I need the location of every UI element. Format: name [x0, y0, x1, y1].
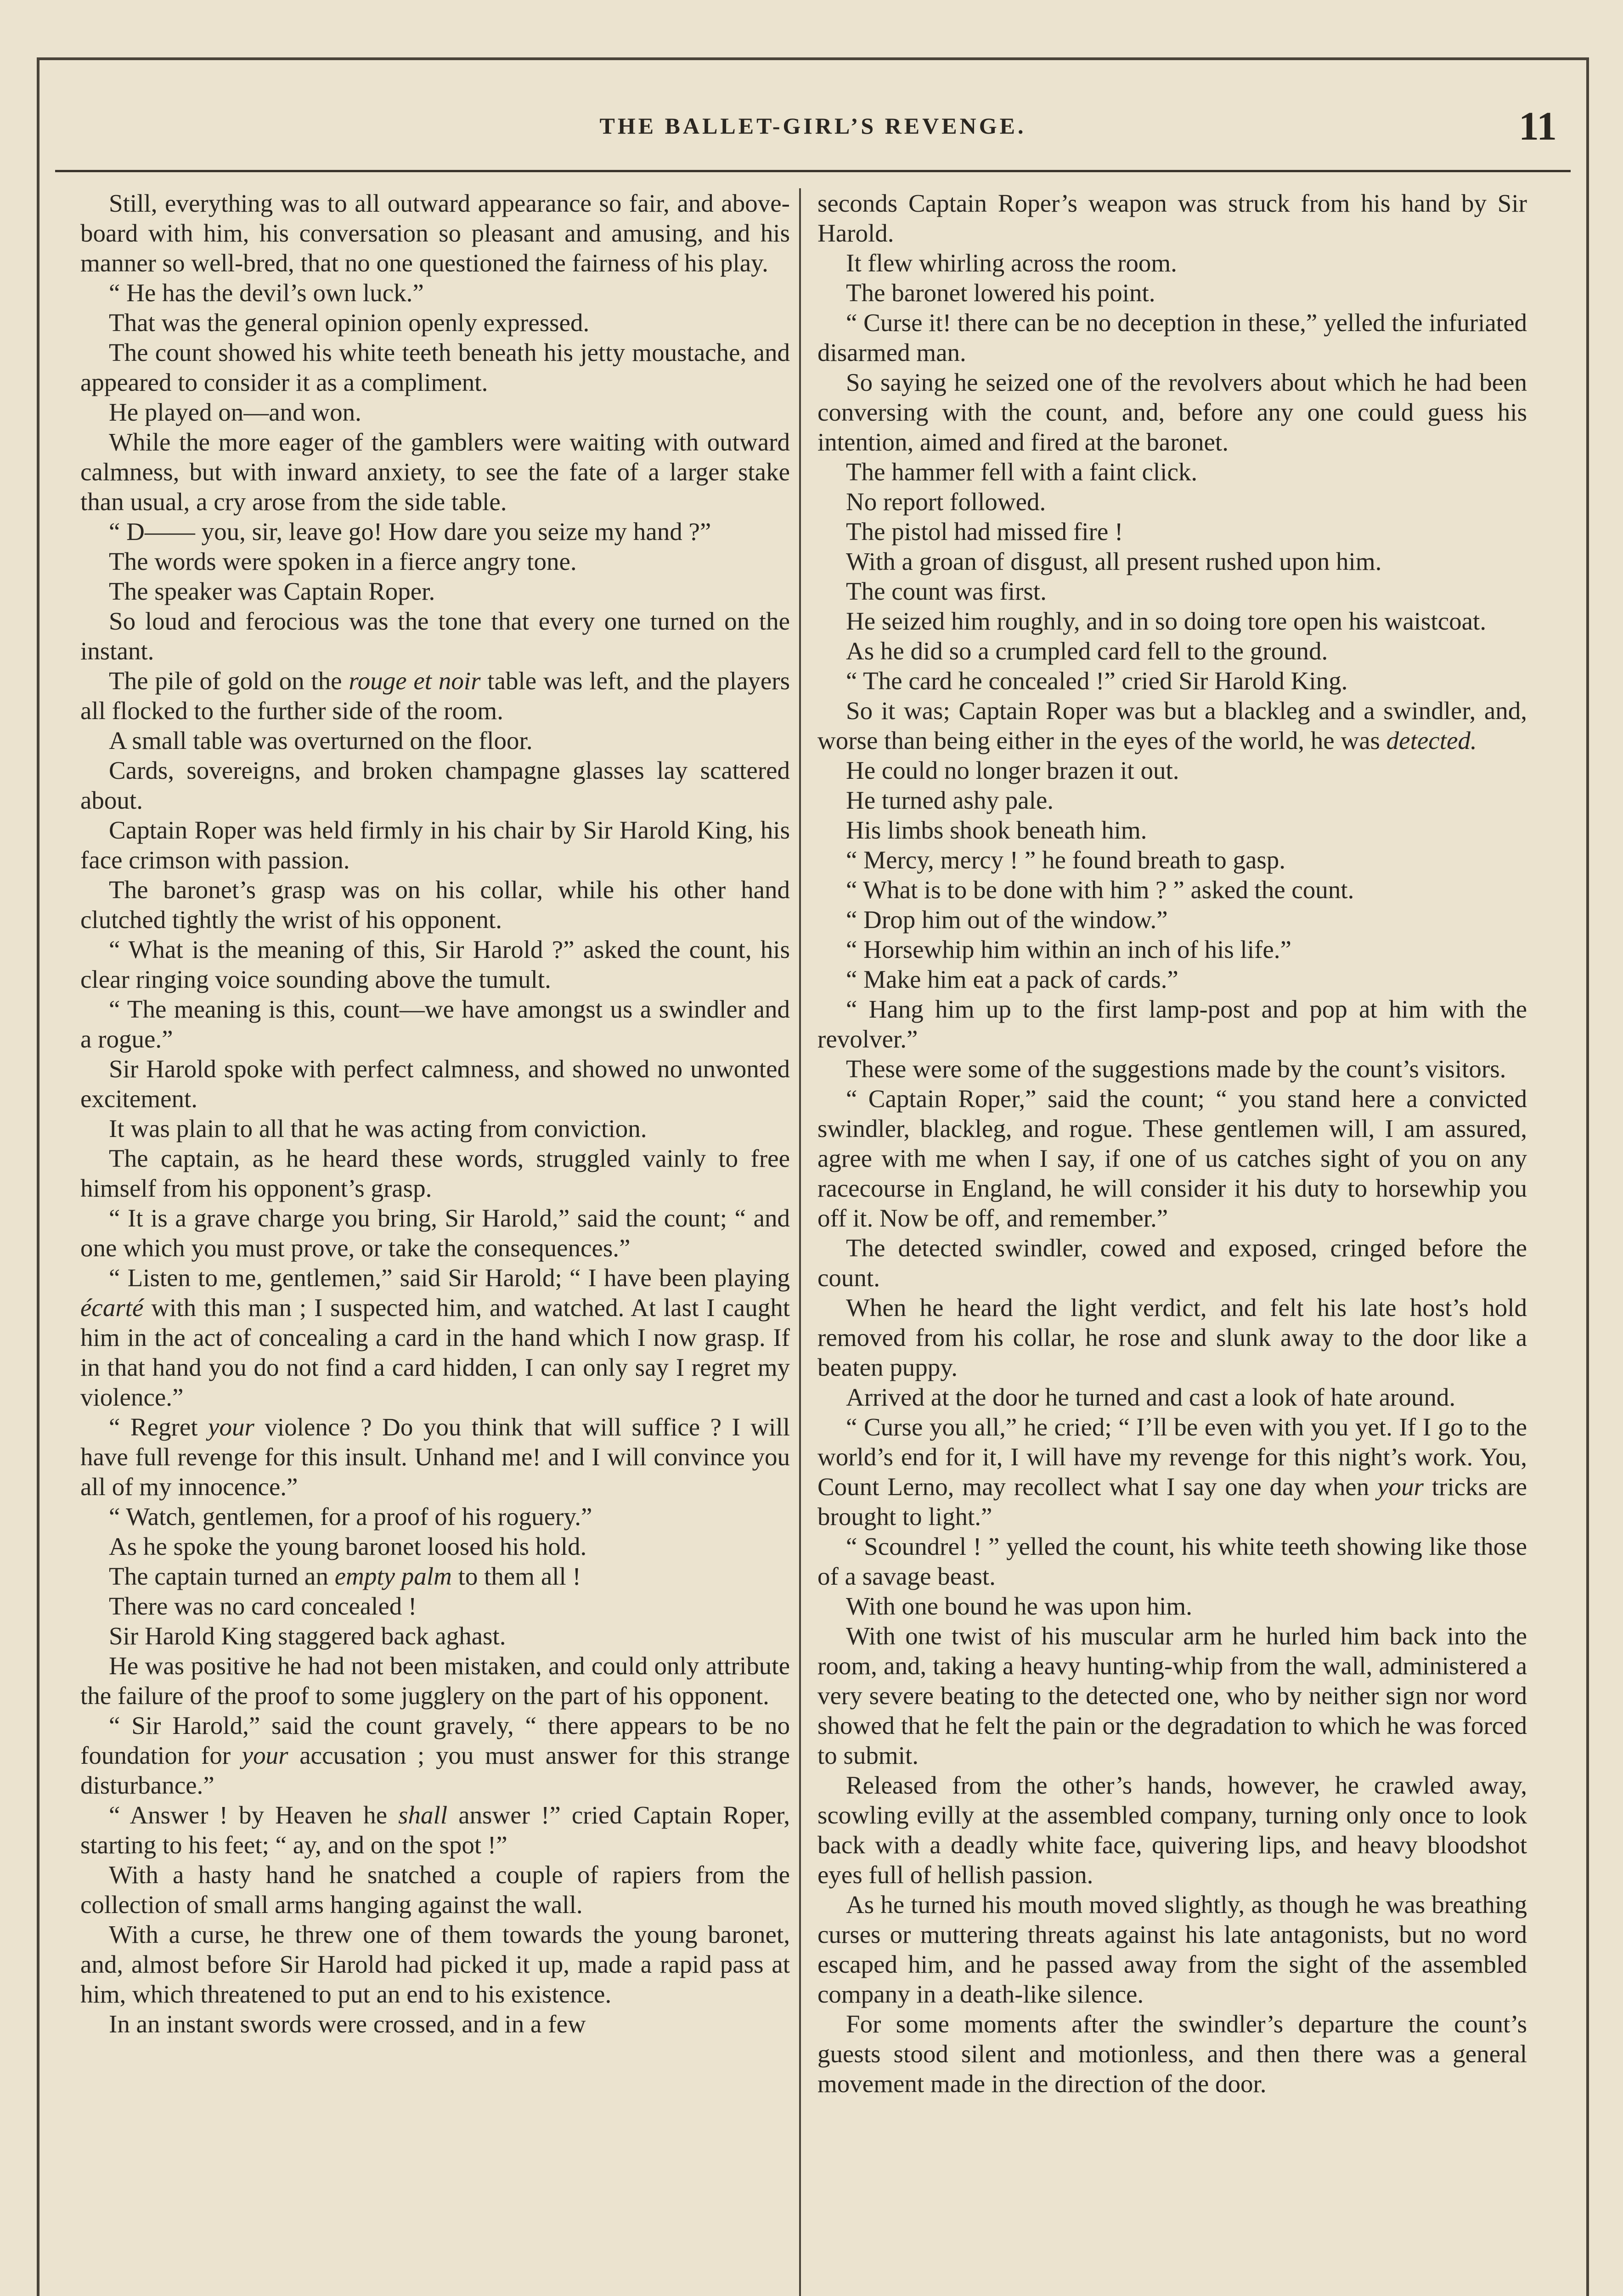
paragraph: The pile of gold on the rouge et noir table was left, and the players all flocked to the further side of the room. [80, 667, 790, 725]
paragraph: The detected swindler, cowed and exposed, cringed before the count. [817, 1234, 1527, 1292]
running-title: THE BALLET-GIRL’S REVENGE. [599, 113, 1026, 139]
paragraph: Still, everything was to all outward appearance so fair, and above-board with him, his conversation so pleasant and amusing, and his manner so well-bred, that no one questioned the fairness of his play. [80, 189, 790, 277]
paragraph: As he spoke the young baronet loosed his hold. [109, 1532, 587, 1560]
paragraph: With a hasty hand he snatched a couple of rapiers from the collection of small arms hanging against the wall. [80, 1861, 790, 1919]
paragraph: “ Watch, gentlemen, for a proof of his roguery.” [109, 1503, 592, 1531]
paragraph: It flew whirling across the room. [846, 249, 1177, 277]
paragraph: So loud and ferocious was the tone that every one turned on the instant. [80, 607, 790, 665]
paragraph: Cards, sovereigns, and broken champagne glasses lay scattered about. [80, 756, 790, 814]
page-header [55, 99, 1571, 168]
paragraph: He was positive he had not been mistaken, and could only attribute the failure of the proof to some jugglery on the part of his opponent. [80, 1652, 790, 1710]
paragraph: There was no card concealed ! [109, 1592, 417, 1620]
paragraph: “ Sir Harold,” said the count gravely, “ there appears to be no foundation for your accusation ; you must answer for this strange disturbance.” [80, 1711, 790, 1799]
paragraph: “ It is a grave charge you bring, Sir Harold,” said the count; “ and one which you must prove, or take the consequences.” [80, 1204, 790, 1262]
paragraph: He seized him roughly, and in so doing tore open his waistcoat. [846, 607, 1487, 635]
paragraph: Released from the other’s hands, however, he crawled away, scowling evilly at the assembled company, turning only once to look back with a deadly white face, quivering lips, and heavy bloodshot eyes full of hellish passion. [817, 1771, 1527, 1889]
paragraph: The pistol had missed fire ! [846, 518, 1123, 546]
paragraph: As he did so a crumpled card fell to the ground. [846, 637, 1328, 665]
paragraph: The words were spoken in a fierce angry tone. [109, 547, 577, 575]
paragraph: The count showed his white teeth beneath his jetty moustache, and appeared to consider it as a compliment. [80, 338, 790, 396]
paragraph: He could no longer brazen it out. [846, 756, 1179, 784]
paragraph: “ Answer ! by Heaven he shall answer !” cried Captain Roper, starting to his feet; “ ay, and on the spot !” [80, 1801, 790, 1859]
paragraph: “ Make him eat a pack of cards.” [846, 965, 1178, 993]
paragraph: “ Hang him up to the first lamp-post and pop at him with the revolver.” [817, 995, 1527, 1053]
paragraph: He turned ashy pale. [846, 786, 1054, 814]
text-column-left [80, 188, 790, 2039]
paragraph: The captain turned an empty palm to them all ! [109, 1562, 581, 1590]
paragraph: For some moments after the swindler’s departure the count’s guests stood silent and motionless, and then there was a general movement made in the direction of the door. [817, 2010, 1527, 2098]
paragraph: In an instant swords were crossed, and in a few [109, 2010, 586, 2038]
paragraph: With one twist of his muscular arm he hurled him back into the room, and, taking a heavy hunting-whip from the wall, administered a very severe beating to the detected one, who by neither sign nor word showed that he felt the pain or the degradation to which he was forced to submit. [817, 1622, 1527, 1769]
paragraph: So saying he seized one of the revolvers about which he had been conversing with the count, and, before any one could guess his intention, aimed and fired at the baronet. [817, 368, 1527, 456]
paragraph: These were some of the suggestions made by the count’s visitors. [846, 1055, 1506, 1083]
paragraph: seconds Captain Roper’s weapon was struck from his hand by Sir Harold. [817, 189, 1527, 247]
paragraph: “ The meaning is this, count—we have amongst us a swindler and a rogue.” [80, 995, 790, 1053]
text-column-right [817, 188, 1527, 2099]
paragraph: The captain, as he heard these words, struggled vainly to free himself from his opponent’s grasp. [80, 1144, 790, 1202]
paragraph: With a curse, he threw one of them towards the young baronet, and, almost before Sir Harold had picked it up, made a rapid pass at him, which threatened to put an end to his existence. [80, 1920, 790, 2008]
paragraph: The baronet lowered his point. [846, 279, 1155, 307]
paragraph: With a groan of disgust, all present rushed upon him. [846, 547, 1382, 575]
paragraph: Sir Harold King staggered back aghast. [109, 1622, 506, 1650]
paragraph: It was plain to all that he was acting from conviction. [109, 1114, 647, 1142]
paragraph: A small table was overturned on the floor. [109, 726, 533, 754]
paragraph: The hammer fell with a faint click. [846, 458, 1198, 486]
paragraph: The speaker was Captain Roper. [109, 577, 435, 605]
paragraph: The baronet’s grasp was on his collar, while his other hand clutched tightly the wrist of his opponent. [80, 876, 790, 934]
paragraph: So it was; Captain Roper was but a blackleg and a swindler, and, worse than being either in the eyes of the world, he was detected. [817, 697, 1527, 754]
paragraph: “ What is to be done with him ? ” asked the count. [846, 876, 1354, 904]
paragraph: “ Horsewhip him within an inch of his life.” [846, 935, 1291, 963]
paragraph: Sir Harold spoke with perfect calmness, and showed no unwonted excitement. [80, 1055, 790, 1113]
header-rule [55, 170, 1571, 172]
paragraph: The count was first. [846, 577, 1047, 605]
paragraph: “ Curse it! there can be no deception in these,” yelled the infuriated disarmed man. [817, 309, 1527, 366]
paragraph: “ Regret your violence ? Do you think that will suffice ? I will have full revenge for this insult. Unhand me! and I will convince you all of my innocence.” [80, 1413, 790, 1501]
paragraph: His limbs shook beneath him. [846, 816, 1147, 844]
paragraph: “ D—— you, sir, leave go! How dare you seize my hand ?” [109, 518, 711, 546]
paragraph: No report followed. [846, 488, 1046, 516]
paragraph: While the more eager of the gamblers were waiting with outward calmness, but with inward anxiety, to see the fate of a larger stake than usual, a cry arose from the side table. [80, 428, 790, 516]
paragraph: Captain Roper was held firmly in his chair by Sir Harold King, his face crimson with passion. [80, 816, 790, 874]
paragraph: As he turned his mouth moved slightly, as though he was breathing curses or muttering threats against his late antagonists, but no word escaped him, and he passed away from the sight of the assembled company in a death-like silence. [817, 1891, 1527, 2008]
paragraph: He played on—and won. [109, 398, 361, 426]
paragraph: “ Scoundrel ! ” yelled the count, his white teeth showing like those of a savage beast. [817, 1532, 1527, 1590]
paragraph: “ What is the meaning of this, Sir Harold ?” asked the count, his clear ringing voice sounding above the tumult. [80, 935, 790, 993]
paragraph: That was the general opinion openly expressed. [109, 309, 590, 337]
paragraph: With one bound he was upon him. [846, 1592, 1192, 1620]
paragraph: “ Captain Roper,” said the count; “ you stand here a convicted swindler, blackleg, and rogue. These gentlemen will, I am assured, agree with me when I say, if one of us catches sight of you on any racecourse in England, he will consider it his duty to horsewhip you off it. Now be off, and remember.” [817, 1085, 1527, 1232]
paragraph: When he heard the light verdict, and felt his late host’s hold removed from his collar, he rose and slunk away to the door like a beaten puppy. [817, 1294, 1527, 1381]
paragraph: “ Drop him out of the window.” [846, 906, 1168, 934]
paragraph: “ He has the devil’s own luck.” [109, 279, 424, 307]
paragraph: Arrived at the door he turned and cast a look of hate around. [846, 1383, 1456, 1411]
paragraph: “ Curse you all,” he cried; “ I’ll be even with you yet. If I go to the world’s end for it, I will have my revenge for this night’s work. You, Count Lerno, may recollect what I say one day when your tricks are brought to light.” [817, 1413, 1527, 1531]
paragraph: “ Mercy, mercy ! ” he found breath to gasp. [846, 846, 1286, 874]
paragraph: “ The card he concealed !” cried Sir Harold King. [846, 667, 1348, 695]
page-number: 11 [1518, 104, 1557, 149]
paragraph: “ Listen to me, gentlemen,” said Sir Harold; “ I have been playing écarté with this man ; I suspected him, and watched. At last I caught him in the act of concealing a card in the hand which I now grasp. If in that hand you do not find a card hidden, I can only say I regret my violence.” [80, 1264, 790, 1411]
column-divider [799, 188, 801, 2296]
